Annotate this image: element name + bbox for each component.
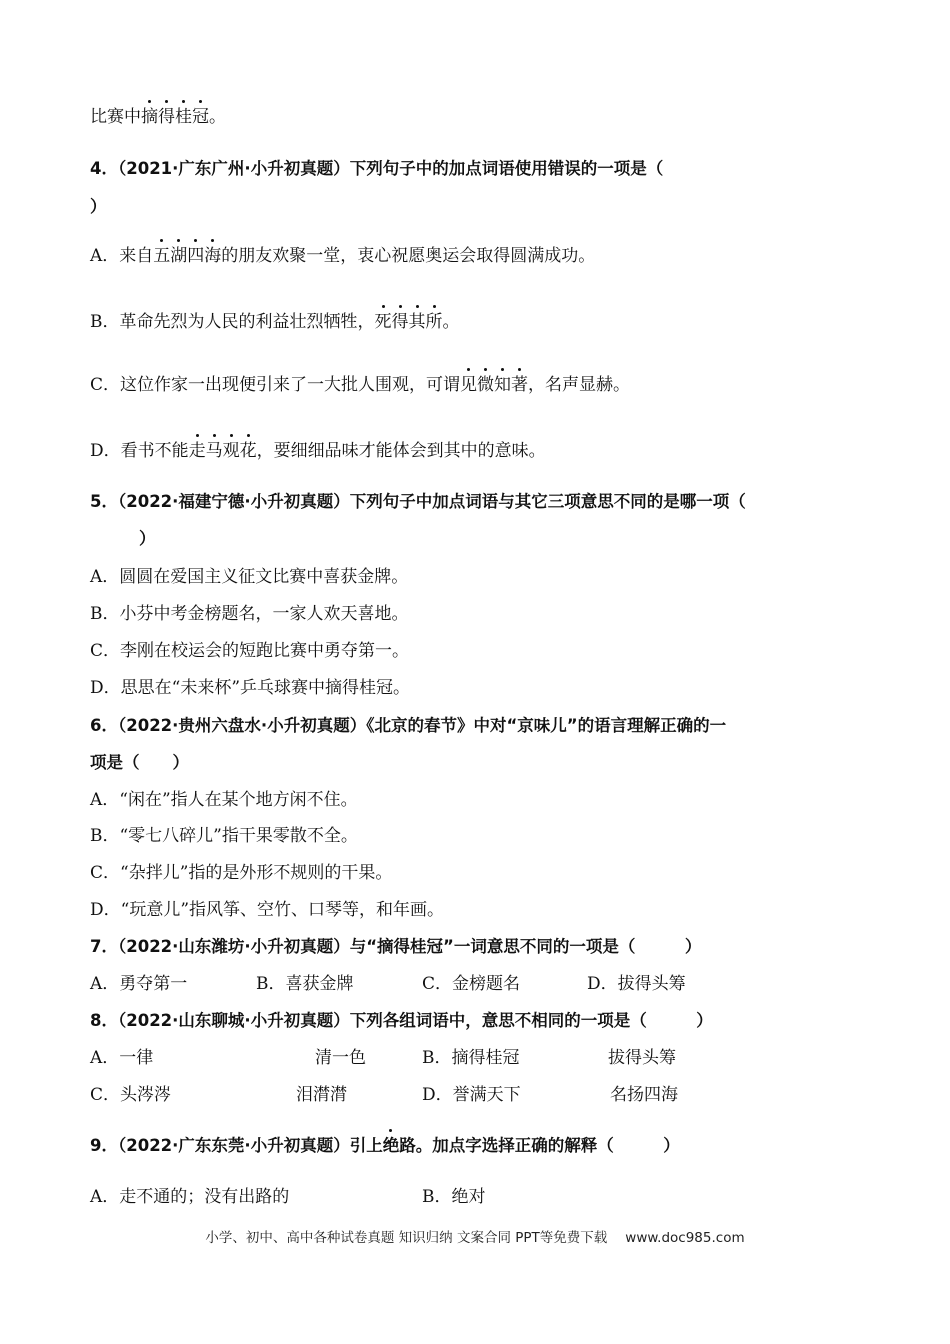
question-6-option-b: B．“零七八碎儿”指干果零散不全。 bbox=[90, 826, 358, 846]
question-7-option-d: D．拔得头筹 bbox=[587, 974, 686, 994]
question-7-stem bbox=[90, 936, 701, 958]
question-5-option-c: C．李刚在校运会的短跑比赛中勇夺第一。 bbox=[90, 641, 410, 661]
question-7-option-b: B．喜获金牌 bbox=[256, 974, 354, 994]
emphasized-char: 马 bbox=[205, 441, 223, 461]
bracket-close: ） bbox=[90, 197, 107, 216]
question-8-option-d-word2: 名扬四海 bbox=[610, 1085, 678, 1105]
question-5-option-d: D．思思在“未来杯”乒乓球赛中摘得桂冠。 bbox=[90, 678, 411, 698]
text: 比赛中 bbox=[90, 107, 141, 127]
question-6-option-c: C．“杂拌儿”指的是外形不规则的干果。 bbox=[90, 863, 393, 883]
emphasized-char: 走 bbox=[188, 441, 206, 461]
question-6-stem-cont: 项是（ ） bbox=[90, 753, 189, 772]
question-9-option-a: A．走不通的；没有出路的 bbox=[90, 1187, 290, 1207]
text: 。 bbox=[209, 107, 226, 127]
question-6-stem bbox=[90, 715, 726, 737]
emphasized-char: 知 bbox=[494, 375, 512, 395]
question-8-option-b-word1: B．摘得桂冠 bbox=[422, 1048, 520, 1068]
text: B．革命先烈为人民的利益壮烈牺牲， bbox=[90, 312, 375, 332]
question-number: 7． bbox=[90, 937, 118, 956]
emphasized-char: 观 bbox=[222, 441, 240, 461]
question-number: 4． bbox=[90, 159, 118, 178]
question-8-option-d-word1: D．誉满天下 bbox=[422, 1085, 521, 1105]
emphasized-char: 花 bbox=[239, 441, 257, 461]
question-4-option-c bbox=[90, 374, 630, 396]
question-9-option-b: B．绝对 bbox=[422, 1187, 486, 1207]
question-6-option-d: D．“玩意儿”指风筝、空竹、口琴等，和年画。 bbox=[90, 900, 445, 920]
question-number: 6． bbox=[90, 716, 118, 735]
question-text: （2022·广东东莞·小升初真题）引上 bbox=[117, 1136, 383, 1155]
emphasized-char: 其 bbox=[408, 312, 426, 332]
text: 的朋友欢聚一堂，衷心祝愿奥运会取得圆满成功。 bbox=[221, 246, 596, 266]
question-text: 路。加点字选择正确的解释（ ） bbox=[399, 1136, 680, 1155]
question-text: （2022·山东潍坊·小升初真题）与“摘得桂冠”一词意思不同的一项是（ ） bbox=[117, 937, 702, 956]
question-8-option-a-word1: A．一律 bbox=[90, 1048, 154, 1068]
question-text: （2022·贵州六盘水·小升初真题）《北京的春节》中对“京味儿”的语言理解正确的一 bbox=[117, 716, 727, 735]
emphasized-char: 见 bbox=[460, 375, 478, 395]
footer-text: 小学、初中、高中各种试卷真题 知识归纳 文案合同 PPT等免费下载 bbox=[205, 1230, 608, 1246]
emphasized-char: 死 bbox=[374, 312, 392, 332]
text: ，名声显赫。 bbox=[528, 375, 631, 395]
text: D．看书不能 bbox=[90, 441, 189, 461]
bracket-close: ） bbox=[139, 529, 156, 548]
question-5-stem bbox=[90, 491, 746, 513]
question-8-option-a-word2: 清一色 bbox=[315, 1048, 366, 1068]
question-7-option-c: C．金榜题名 bbox=[422, 974, 521, 994]
emphasized-char: 海 bbox=[204, 246, 222, 266]
footer-url[interactable]: www.doc985.com bbox=[625, 1230, 745, 1246]
question-7-option-a: A．勇夺第一 bbox=[90, 974, 188, 994]
emphasized-char: 著 bbox=[511, 375, 529, 395]
question-8-option-c-word1: C．头涔涔 bbox=[90, 1085, 172, 1105]
emphasized-char: 五 bbox=[153, 246, 171, 266]
emphasized-char: 湖 bbox=[170, 246, 188, 266]
question-4-close bbox=[90, 196, 107, 218]
question-4-stem bbox=[90, 158, 663, 180]
question-9-stem bbox=[90, 1135, 680, 1157]
text: A．来自 bbox=[90, 246, 154, 266]
text: ，要细细品味才能体会到其中的意味。 bbox=[256, 441, 546, 461]
question-number: 9． bbox=[90, 1136, 118, 1155]
question-text: （2021·广东广州·小升初真题）下列句子中的加点词语使用错误的一项是（ bbox=[117, 159, 664, 178]
emphasized-char: 得 bbox=[391, 312, 409, 332]
question-8-option-c-word2: 泪潸潸 bbox=[296, 1085, 347, 1105]
question-8-stem bbox=[90, 1010, 713, 1032]
question-5-option-b: B．小芬中考金榜题名，一家人欢天喜地。 bbox=[90, 604, 409, 624]
emphasized-char: 桂 bbox=[175, 107, 192, 127]
question-text: （2022·山东聊城·小升初真题）下列各组词语中，意思不相同的一项是（ ） bbox=[117, 1011, 713, 1030]
continuation-line bbox=[90, 106, 226, 128]
emphasized-char: 所 bbox=[425, 312, 443, 332]
question-4-option-a bbox=[90, 245, 595, 267]
footer bbox=[0, 1226, 950, 1246]
question-number: 8． bbox=[90, 1011, 118, 1030]
emphasized-char: 得 bbox=[158, 107, 175, 127]
emphasized-char: 四 bbox=[187, 246, 205, 266]
question-text: （2022·福建宁德·小升初真题）下列句子中加点词语与其它三项意思不同的是哪一项（ bbox=[117, 492, 746, 511]
question-8-option-b-word2: 拔得头筹 bbox=[608, 1048, 676, 1068]
question-4-option-d bbox=[90, 440, 546, 462]
question-6-option-a: A．“闲在”指人在某个地方闲不住。 bbox=[90, 790, 358, 810]
question-5-close bbox=[139, 528, 156, 550]
emphasized-char: 绝 bbox=[382, 1136, 400, 1155]
question-4-option-b bbox=[90, 311, 460, 333]
emphasized-char: 摘 bbox=[141, 107, 158, 127]
question-5-option-a: A．圆圆在爱国主义征文比赛中喜获金牌。 bbox=[90, 567, 409, 587]
question-number: 5． bbox=[90, 492, 118, 511]
text: C．这位作家一出现便引来了一大批人围观，可谓 bbox=[90, 375, 461, 395]
emphasized-char: 微 bbox=[477, 375, 495, 395]
emphasized-char: 冠 bbox=[192, 107, 209, 127]
text: 。 bbox=[442, 312, 460, 332]
